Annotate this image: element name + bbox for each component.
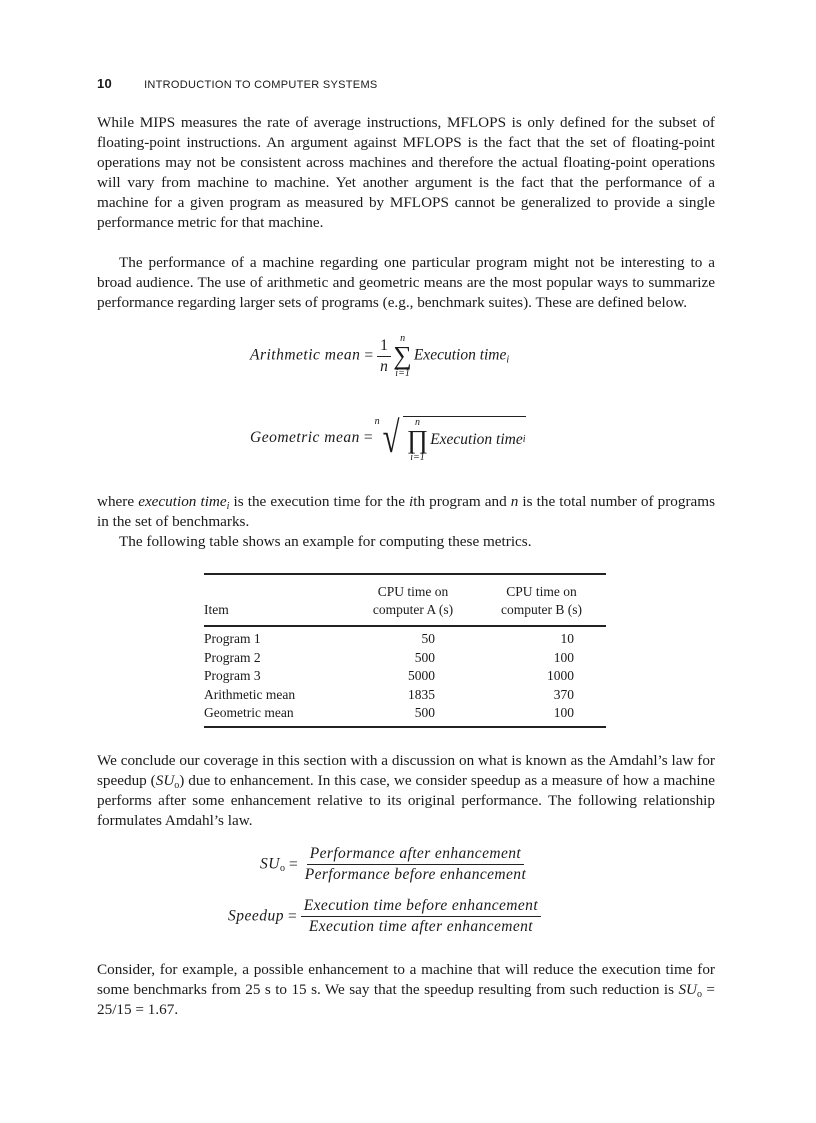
- paragraph-example: Consider, for example, a possible enhancement to a machine that will reduce the execution time for some benchmarks from 25 s to 15 s. We say that the speedup resulting from such reduction is $SU_o = 25/15 = 1.67$.: [97, 961, 715, 1018]
- table-row: Geometric mean 500 100: [204, 704, 606, 727]
- table-row: Arithmetic mean 1835 370: [204, 686, 574, 702]
- equation-arithmetic-mean: Arithmetic mean = $\frac{1}{n}$ n ∑ i=1 Execution time$_i$: [250, 333, 510, 379]
- paragraph-amdahl: We conclude our coverage in this section with a discussion on what is known as the Amdahl’s law for speedup $(SU_o)$ due to enhancement. In this case, we consider speedup as a measure of how a machine performs after some enhancement relative to its original performance. The following relationship formulates Amdahl’s law.: [97, 752, 715, 829]
- paragraph-means-intro: The performance of a machine regarding one particular program might not be interesting to a broad audience. The use of arithmetic and geometric means are the most popular ways to summarize performance regarding larger sets of programs (e.g., benchmark suites). These are defined below.: [97, 254, 715, 311]
- fraction: $\frac{1}{n}$: [377, 337, 391, 376]
- fraction: $\frac{\text{Execution time before enhancement}}{\text{Execution time after enhancement}}$: [301, 897, 541, 936]
- table-row: Program 2 500 100: [204, 649, 574, 665]
- paragraph-definitions: where execution time$_i$ is the execution time for the ith program and n is the total number of programs in the set of benchmarks.: [97, 493, 715, 530]
- nth-root: n √ n ∏ i=1 Execution time i: [374, 413, 526, 463]
- table-row: Program 3 5000 1000: [204, 668, 574, 683]
- running-title: INTRODUCTION TO COMPUTER SYSTEMS: [144, 79, 378, 91]
- running-head: [97, 76, 378, 91]
- cpu-time-table: [204, 573, 606, 728]
- eq-lhs: Arithmetic mean: [250, 346, 361, 364]
- paragraph-table-intro: The following table shows an example for computing these metrics.: [119, 533, 532, 550]
- product-icon: n ∏ i=1: [406, 416, 429, 463]
- eq-lhs: Geometric mean: [250, 429, 360, 446]
- page-number: 10: [97, 76, 113, 91]
- equation-su: $SU_o$ = $\frac{\text{Performance after enhancement}}{\text{Performance before enhancement}}$: [260, 845, 529, 884]
- radical-icon: √: [382, 413, 400, 462]
- header-computer-b: CPU time on computer B (s): [477, 583, 606, 626]
- equation-geometric-mean: Geometric mean = n √ n ∏ i=1 Execution time i: [250, 413, 526, 463]
- header-item: Item: [204, 583, 349, 626]
- header-computer-a: CPU time on computer A (s): [349, 583, 477, 626]
- paragraph-mflops: While MIPS measures the rate of average instructions, MFLOPS is only defined for the subset of floating-point instructions. An argument against MFLOPS is the fact that the set of floating-point operations may not be consistent across machines and therefore the actual floating-point operations will vary from machine to machine. Yet another argument is the fact that the performance of a machine for a given program as measured by MFLOPS cannot be generalized to provide a single performance metric for that machine.: [97, 114, 715, 231]
- equation-speedup: Speedup = $\frac{\text{Execution time before enhancement}}{\text{Execution time after enhancement}}$: [228, 897, 541, 936]
- table-row: Program 1 50 10: [204, 631, 574, 646]
- fraction: $\frac{\text{Performance after enhancement}}{\text{Performance before enhancement}}$: [304, 845, 527, 883]
- summation-icon: n ∑ i=1: [393, 333, 412, 379]
